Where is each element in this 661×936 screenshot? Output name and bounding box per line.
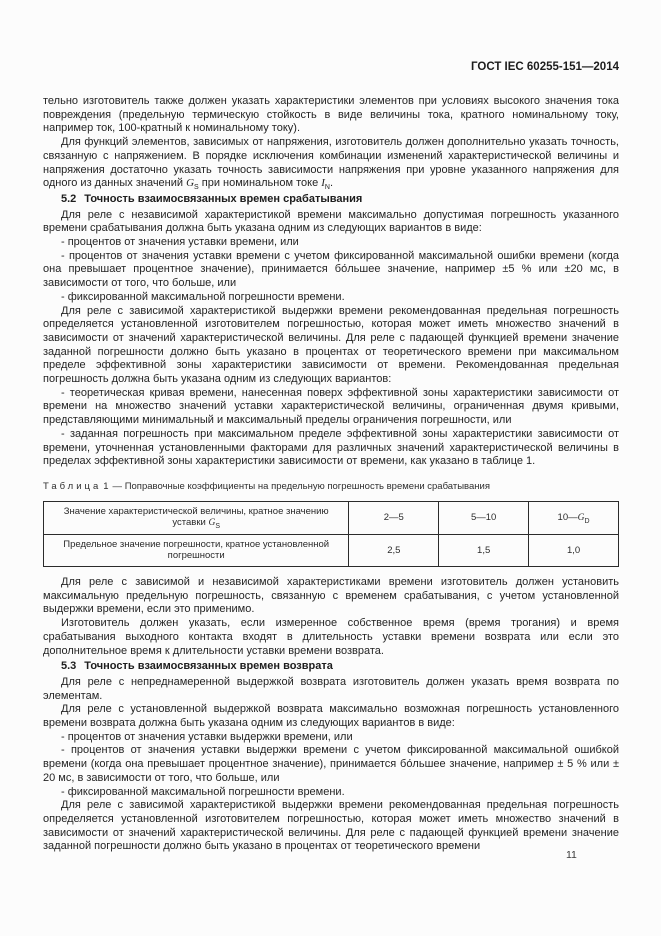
list-item: - процентов от значения уставки выдержки времени, или: [61, 730, 353, 743]
document-header: ГОСТ IEC 60255-151—2014: [471, 61, 619, 73]
table-cell-value: 2—5: [349, 501, 439, 534]
table-caption-text: Поправочные коэффициенты на предельную погрешность времени срабатывания: [124, 480, 490, 492]
list-item: - процентов от значения уставки выдержки времени с учетом фиксированной максимальной ошибкой времени (когда она превышает процентное значение), принимается бо́льшее значение, например ± 5 % или ± 20 мс, в зависимости от того, что больше, или: [43, 744, 619, 784]
table-cell-value: $10—G_D$: [529, 501, 619, 534]
paragraph-voltage: Для функций элементов, зависимых от напряжения, изготовитель должен дополнительно указать точность, связанную с напряжением. В порядке исключения комбинации изменений характеристической величины и напряжения достаточно указать точность зависимости напряжения при уровне указанного напряжения для одного из данных значений $G_S$ при номинальном токе $I_N$.: [43, 136, 619, 192]
list-item: - фиксированной максимальной погрешности времени.: [61, 290, 345, 303]
section-number: 5.2: [61, 192, 77, 205]
section-title: Точность взаимосвязанных времен возврата: [84, 660, 333, 673]
paragraph: Для реле с непреднамеренной выдержкой возврата изготовитель должен указать время возврата по элементам.: [43, 675, 619, 702]
list-item: - процентов от значения уставки времени, или: [61, 236, 299, 249]
paragraph: Для реле с установленной выдержкой возврата максимально возможная погрешность установленного времени возврата должна быть указана одним из следующих вариантов в виде:: [43, 703, 619, 730]
table-caption-dash: —: [112, 480, 123, 492]
table-cell-value: 5—10: [439, 501, 529, 534]
table-1: [43, 501, 619, 567]
table-cell-label: Значение характеристической величины, кратное значению уставки $G_S$: [44, 501, 349, 534]
section-title: Точность взаимосвязанных времен срабатывания: [84, 192, 363, 205]
table-cell-value: 2,5: [349, 534, 439, 566]
table-cell-value: 1,0: [529, 534, 619, 566]
list-item: - заданная погрешность при максимальном пределе эффективной зоны характеристики зависимости от времени, уточненная установленными факторами для различных значений характеристической величины в пределах эффективной зоны характеристики зависимости от времени, как указано в таблице 1.: [43, 427, 619, 468]
list-item: - фиксированной максимальной погрешности времени.: [61, 785, 345, 798]
paragraph: Для реле с зависимой и независимой характеристиками времени изготовитель должен установить максимальную предельную погрешность, связанную с временем срабатывания, с учетом установленной выдержки времени, если это применимо.: [43, 575, 619, 616]
section-number: 5.3: [61, 660, 77, 673]
table-cell-label: Предельное значение погрешности, кратное установленной погрешности: [44, 534, 349, 566]
table-cell-value: 1,5: [439, 534, 529, 566]
paragraph-continuation: тельно изготовитель также должен указать характеристики элементов при условиях высокого значения тока повреждения (предельную термическую стойкость в виде величины тока, кратного номинальному току, например ток, 100-кратный к номинальному току).: [43, 95, 619, 135]
table-row: [44, 534, 619, 566]
list-item: - теоретическая кривая времени, нанесенная поверх эффективной зоны характеристики зависимости от времени на множество значений уставки характеристической величины, ограниченная двумя кривыми, представляющими минимальный и максимальный пределы ограничения погрешности, или: [43, 386, 619, 427]
page-number: 11: [566, 849, 577, 861]
paragraph: Для реле с зависимой характеристикой выдержки времени рекомендованная предельная погрешность определяется установленной изготовителем погрешностью, которая может иметь множество значений в зависимости от значений характеристической величины. Для реле с падающей функцией времени значение заданной погрешности должно быть указано в процентах от теоретического времени: [43, 799, 619, 853]
section-heading-5-3: [43, 660, 619, 674]
section-heading-5-2: [43, 193, 619, 207]
page-content: [43, 60, 619, 854]
list-item: - процентов от значения уставки времени с учетом фиксированной максимальной ошибки времени (когда она превышает процентное значение), принимается бо́льшее значение, например ±5 % или ±20 мс, в зависимости от того, что больше, или: [43, 249, 619, 290]
table-row: [44, 501, 619, 534]
paragraph: Изготовитель должен указать, если измеренное собственное время (время трогания) и время срабатывания выходного контакта входят в длительность уставки времени возврата или если это дополнительное время к длительности уставки времени возврата.: [43, 617, 619, 657]
paragraph: Для реле с зависимой характеристикой выдержки времени рекомендованная предельная погрешность определяется установленной изготовителем погрешностью, которая может иметь множество значений в зависимости от значений характеристической величины. Для реле с падающей функцией времени значение заданной погрешности должно быть указано в процентах от теоретического времени при максимальном пределе эффективной зоны характеристики зависимости от времени. Рекомендованная предельная погрешность должна быть указана одним из следующих вариантов:: [43, 304, 619, 386]
table-caption-word: Таблица: [43, 480, 102, 492]
table-caption-number: 1: [103, 480, 109, 492]
paragraph: Для реле с независимой характеристикой времени максимально допустимая погрешность указанного времени срабатывания должна быть указана одним из следующих вариантов в виде:: [43, 208, 619, 235]
table-caption: [43, 481, 619, 493]
